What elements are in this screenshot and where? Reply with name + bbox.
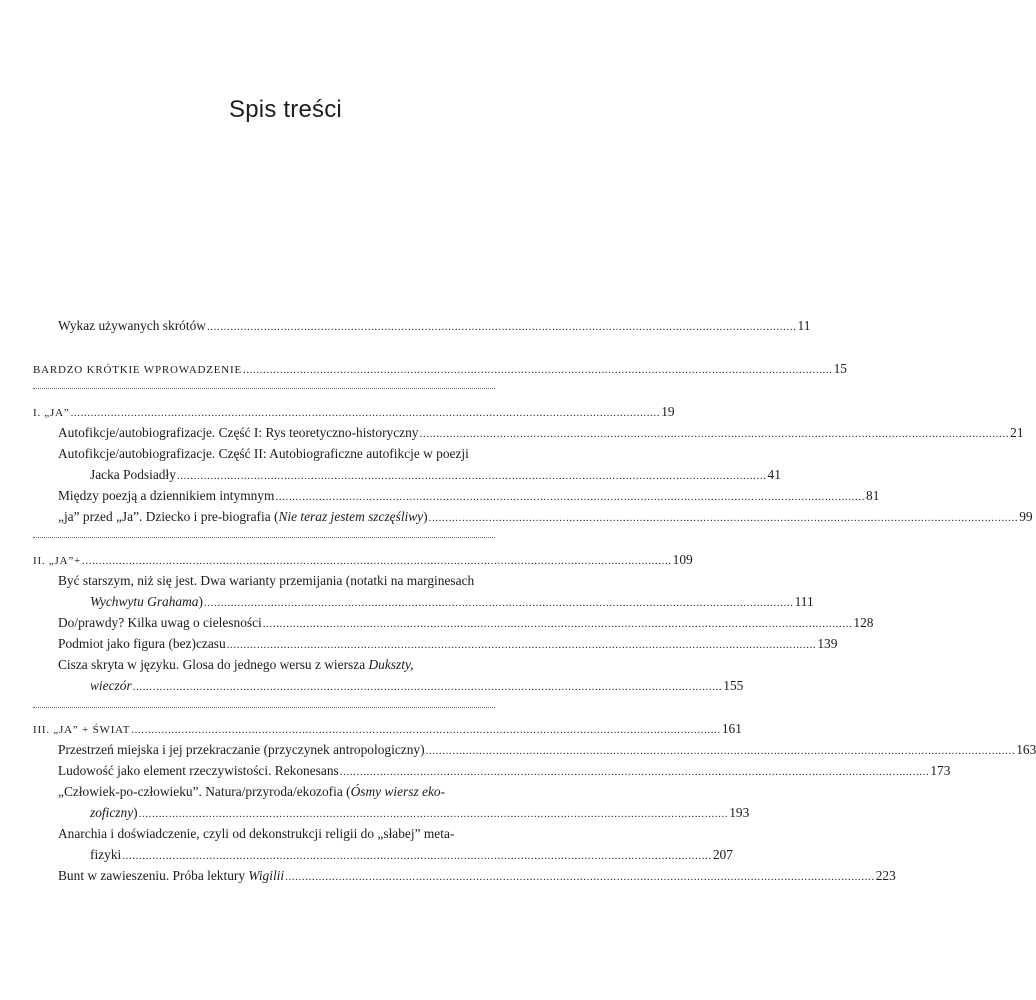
toc-entry-wykaz <box>58 316 811 337</box>
toc-entry-line <box>58 782 496 802</box>
toc-entry-label: Autofikcje/autobiografizacje. Część II: Autobiograficzne autofikcje w poezji <box>58 446 469 461</box>
leader-dots: ................................................................................................................................................................................ <box>176 470 767 482</box>
toc-entry-label: Być starszym, niż się jest. Dwa warianty przemijania (notatki na marginesach <box>58 573 475 588</box>
toc-part-3 <box>33 719 742 740</box>
toc-entry <box>58 507 1033 528</box>
leader-dots: ................................................................................................................................................................................ <box>425 745 1016 757</box>
part-number: I. <box>33 407 42 419</box>
toc-page-number: 21 <box>1010 425 1024 440</box>
toc-entry-label: wieczór <box>90 678 132 693</box>
toc-entry <box>58 486 880 507</box>
section-divider <box>33 707 495 708</box>
toc-entry-label: BARDZO KRÓTKIE WPROWADZENIE <box>33 364 242 376</box>
toc-entry-line <box>58 571 496 591</box>
toc-part-2 <box>33 550 693 571</box>
toc-entry <box>58 866 896 887</box>
toc-entry-label: Autofikcje/autobiografizacje. Część I: Rys teoretyczno-historyczny <box>58 425 419 440</box>
page-title: Spis treści <box>229 96 342 123</box>
toc-page-number: 15 <box>833 361 847 376</box>
toc-entry <box>58 423 1024 444</box>
leader-dots: ................................................................................................................................................................................ <box>226 639 817 651</box>
toc-entry-label: zoficzny) <box>90 805 138 820</box>
leader-dots: ................................................................................................................................................................................ <box>285 871 875 883</box>
toc-page-number: 207 <box>712 847 733 862</box>
toc-page-number: 19 <box>661 404 675 419</box>
toc-entry-label: „Człowiek-po-człowieku”. Natura/przyroda/ekozofia (Ósmy wiersz eko- <box>58 784 446 799</box>
toc-entry-line <box>58 824 496 844</box>
toc-entry-line <box>58 655 496 675</box>
toc-entry <box>90 845 733 866</box>
part-number: II. <box>33 555 46 567</box>
toc-page-number: 161 <box>721 721 742 736</box>
leader-dots: ................................................................................................................................................................................ <box>428 512 1019 524</box>
toc-page-number: 109 <box>672 552 693 567</box>
toc-entry-label: fizyki <box>90 847 122 862</box>
toc-page-number: 111 <box>794 594 814 609</box>
leader-dots: ................................................................................................................................................................................ <box>131 724 721 736</box>
toc-page-number: 41 <box>767 467 781 482</box>
toc-page-number: 139 <box>817 636 838 651</box>
toc-entry-label: Cisza skryta w języku. Glosa do jednego wersu z wiersza Dukszty, <box>58 657 414 672</box>
leader-dots: ................................................................................................................................................................................ <box>138 808 729 820</box>
leader-dots: ................................................................................................................................................................................ <box>203 597 794 609</box>
toc-entry <box>90 465 781 486</box>
toc-page-number: 99 <box>1019 509 1033 524</box>
section-divider <box>33 537 495 538</box>
leader-dots: ................................................................................................................................................................................ <box>206 321 797 333</box>
leader-dots: ................................................................................................................................................................................ <box>339 766 930 778</box>
part-title: „JA” <box>44 407 70 419</box>
toc-entry <box>58 740 1036 761</box>
toc-entry <box>58 761 951 782</box>
section-divider <box>33 388 495 389</box>
toc-page-number: 223 <box>875 868 896 883</box>
leader-dots: ................................................................................................................................................................................ <box>122 850 712 862</box>
toc-entry-label: Do/prawdy? Kilka uwag o cielesności <box>58 615 262 630</box>
toc-entry-label: Jacka Podsiadły <box>90 467 176 482</box>
leader-dots: ................................................................................................................................................................................ <box>132 681 723 693</box>
toc-page-number: 173 <box>930 763 951 778</box>
toc-entry <box>58 613 874 634</box>
leader-dots: ................................................................................................................................................................................ <box>262 618 853 630</box>
toc-page-number: 155 <box>723 678 744 693</box>
toc-entry <box>90 803 750 824</box>
toc-entry-label: Podmiot jako figura (bez)czasu <box>58 636 226 651</box>
toc-entry-label: „ja” przed „Ja”. Dziecko i pre-biografia (Nie teraz jestem szczęśliwy) <box>58 509 428 524</box>
toc-page-number: 128 <box>853 615 874 630</box>
toc-entry-label: Między poezją a dziennikiem intymnym <box>58 488 275 503</box>
leader-dots: ................................................................................................................................................................................ <box>419 428 1010 440</box>
leader-dots: ................................................................................................................................................................................ <box>82 555 672 567</box>
toc-entry-label: Anarchia i doświadczenie, czyli od dekonstrukcji religii do „słabej” meta- <box>58 826 455 841</box>
part-number: III. <box>33 724 50 736</box>
leader-dots: ................................................................................................................................................................................ <box>243 364 833 376</box>
part-title: „JA”+ <box>48 555 82 567</box>
toc-entry-label: Przestrzeń miejska i jej przekraczanie (przyczynek antropologiczny) <box>58 742 425 757</box>
toc-entry-label: Bunt w zawieszeniu. Próba lektury Wigilii <box>58 868 285 883</box>
leader-dots: ................................................................................................................................................................................ <box>70 407 661 419</box>
toc-entry <box>90 592 814 613</box>
toc-entry <box>90 676 744 697</box>
toc-entry-wprowadzenie <box>33 359 847 380</box>
toc-entry <box>58 634 838 655</box>
leader-dots: ................................................................................................................................................................................ <box>275 491 866 503</box>
toc-entry-line <box>58 444 496 464</box>
toc-part-1 <box>33 402 675 423</box>
toc-entry-label: Ludowość jako element rzeczywistości. Rekonesans <box>58 763 339 778</box>
toc-page-number: 163 <box>1016 742 1036 757</box>
toc-entry-label: Wykaz używanych skrótów <box>58 318 206 333</box>
part-title: „JA” + ŚWIAT <box>53 724 131 736</box>
toc-entry-label: Wychwytu Grahama) <box>90 594 203 609</box>
toc-page-number: 193 <box>729 805 750 820</box>
toc-page-number: 81 <box>866 488 880 503</box>
toc-page-number: 11 <box>797 318 811 333</box>
